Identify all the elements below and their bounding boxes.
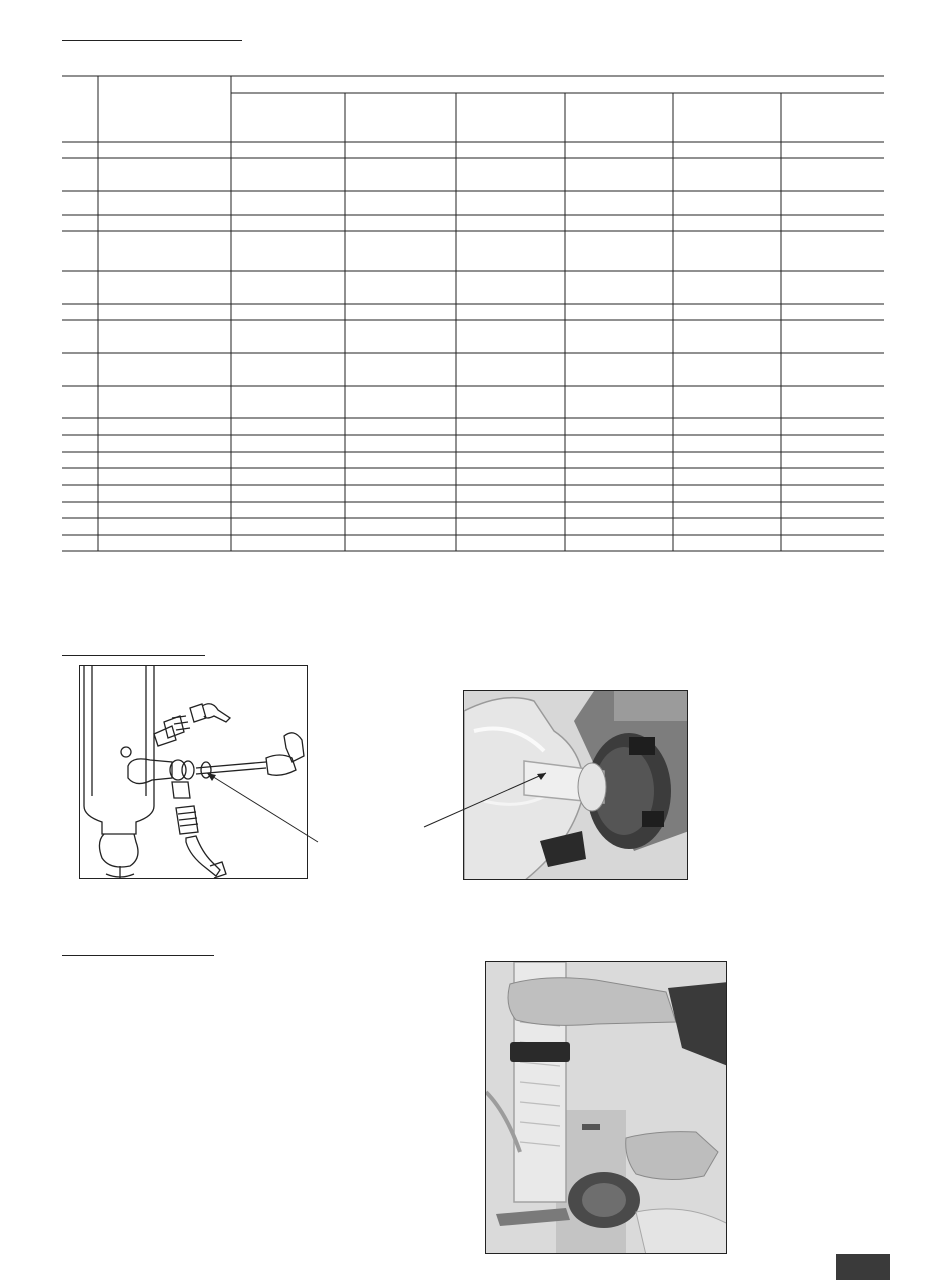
mounting-photo-illustration [486,962,727,1254]
section-heading-rule-3 [62,955,214,956]
seal-photo-illustration [464,691,688,880]
data-table [0,0,950,600]
figure-photo-seal [463,690,688,880]
section-heading-rule-2 [62,655,205,656]
condenser-drawing-illustration [80,666,308,879]
figure-line-drawing [79,665,308,879]
page-number-tab [836,1254,890,1280]
figure-photo-mounting [485,961,727,1254]
